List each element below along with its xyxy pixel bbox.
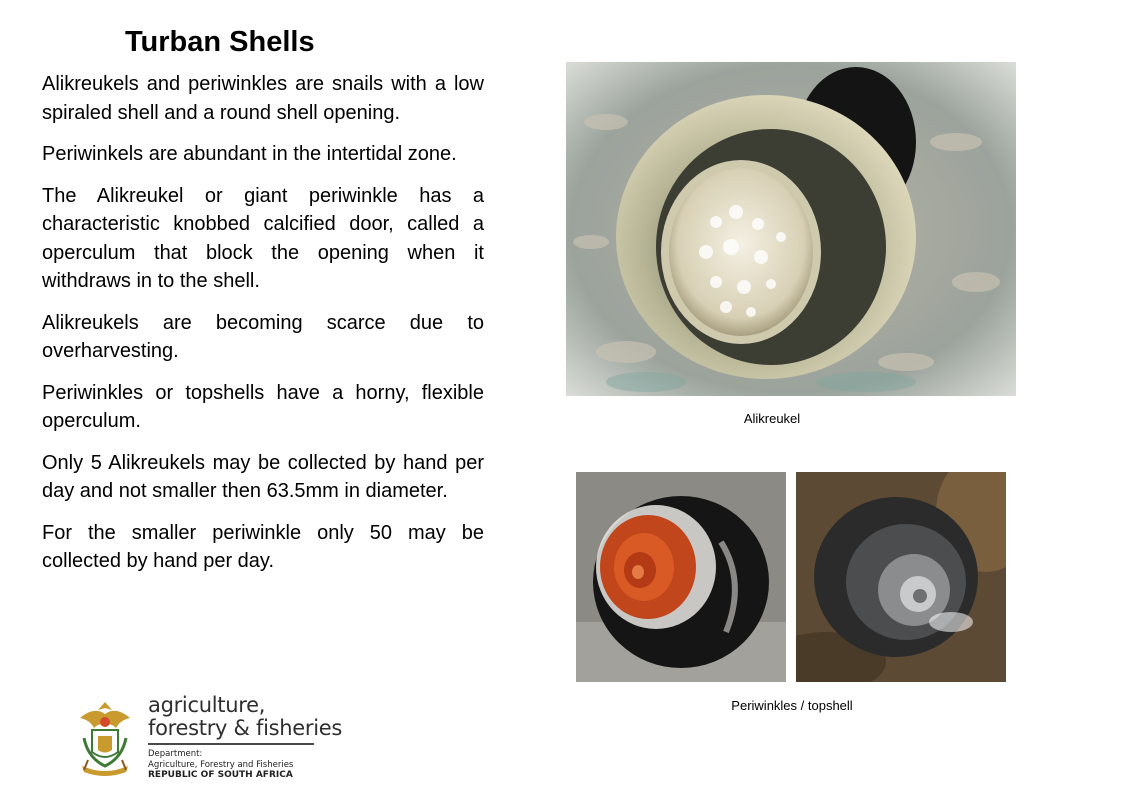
paragraph-abundance: Periwinkels are abundant in the intertidal zone. [42,143,457,165]
paragraph-scarcity: Alikreukels are becoming scarce due to overharvesting. [42,311,484,362]
logo-forestry-fisheries: forestry & fisheries [148,716,343,740]
dept-country: REPUBLIC OF SOUTH AFRICA [148,770,293,780]
logo-agriculture: agriculture, [148,693,266,717]
department-logo-text [148,693,343,781]
alikreukel-caption: Alikreukel [743,411,801,426]
paragraph-horny-operculum: Periwinkles or topshells have a horny, flexible operculum. [42,381,484,432]
dept-label: Department: [148,749,203,759]
periwinkles-caption: Periwinkles / topshell [731,698,853,713]
page-title: Turban Shells [125,26,315,58]
periwinkle-photo-orange [576,472,786,682]
paragraph-operculum: The Alikreukel or giant periwinkle has a characteristic knobbed calcified door, called a operculum that block the opening when it withdraws in to the shell. [42,184,484,292]
alikreukel-photo [566,62,1016,396]
paragraph-periwinkle-limit: For the smaller periwinkle only 50 may be collected by hand per day. [42,521,484,572]
coat-of-arms-logo [76,700,134,778]
paragraph-intro: Alikreukels and periwinkles are snails with a low spiraled shell and a round shell opening. [42,73,484,124]
logo-divider [148,743,314,745]
paragraph-alikreukel-limit: Only 5 Alikreukels may be collected by hand per day and not smaller then 63.5mm in diameter. [42,451,484,502]
periwinkle-photo-topshell [796,472,1006,682]
body-text [42,70,484,589]
dept-name: Agriculture, Forestry and Fisheries [148,759,294,770]
